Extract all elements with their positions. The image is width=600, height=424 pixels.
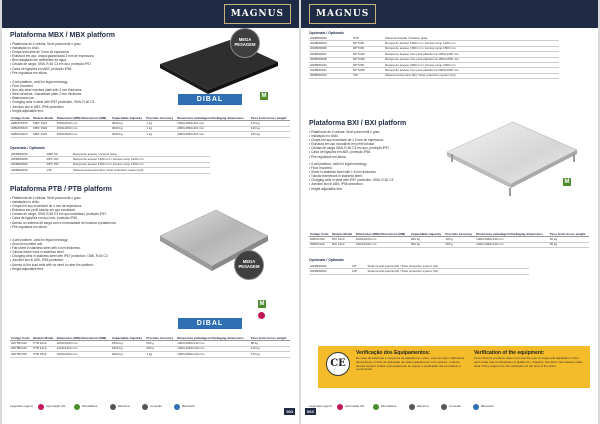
bullet: • Estrutura em aço, chapa galvanizada 2 mm de espessura.	[10, 54, 145, 58]
cell: 500 g	[145, 346, 176, 351]
col-header: Modelo Model	[331, 232, 355, 237]
bullet: • Washdown use.	[10, 96, 145, 100]
ce-mark-icon: CE	[326, 352, 350, 376]
bullet: • Células de carga: OIML R-60 C3 em aço, proteção IP67.	[10, 62, 145, 66]
cell: 1560x1560x140 mm	[176, 352, 250, 357]
legend-label: Legenda Legend	[309, 404, 332, 408]
cell: Rampa de acesso inox para plataforma 2000x2000 mm	[384, 68, 559, 73]
metrology-m-icon: M	[564, 179, 570, 185]
cell: 35 kg	[549, 237, 589, 242]
cell: 20DBM0094	[309, 41, 352, 46]
bullet: • Sheet in stainless steel with 1.5 mm thickness.	[309, 170, 439, 174]
cell: RTP	[352, 36, 384, 41]
cell: Placa de fixação / Fixation plate	[384, 36, 559, 41]
col-header: Peso bruto Gross weight	[250, 336, 290, 341]
single-phase-icon	[74, 404, 80, 410]
inox-icon	[258, 312, 265, 319]
cell: RPT-150	[46, 162, 72, 167]
ptb-bullets-en	[10, 238, 145, 271]
bullet: • Charging cells in steel with IP67 protection, OIML R-60 C3.	[10, 100, 145, 104]
top-bar	[301, 0, 598, 28]
cell: 1500 kg	[111, 341, 145, 346]
bullet: • Junction box in ABS, IP66 protection.	[309, 182, 439, 186]
col-header: Código Code	[309, 232, 331, 237]
legend-item: Bluetooth	[481, 404, 494, 408]
col-header: Código Code	[10, 336, 32, 341]
col-header: Dimensões (MM) Dimensions (MM)	[355, 232, 410, 237]
bullet: • Floor mounted.	[10, 84, 145, 88]
bullet: • Junction box in AISI, IP66 protection.	[10, 258, 145, 262]
cell: BXI 1010	[331, 237, 355, 242]
cell: 20PTB1010	[10, 341, 32, 346]
bullet: • Chapa em aço inoxidável de 4 mm de espessura.	[10, 204, 145, 208]
cell: BXI 1212	[331, 242, 355, 247]
bullet: • Plataforma de 4 células. Nível para medir o grau.	[309, 130, 439, 134]
table-row	[10, 132, 290, 137]
left-page	[2, 0, 299, 424]
cell: 1560x1560x110 mm	[176, 121, 250, 126]
col-header: Precisão Accuracy	[145, 116, 176, 121]
connection-icon	[142, 404, 148, 410]
cell: 3000 kg	[111, 126, 145, 131]
bullet: • Charging cells in stainless steel with IP67 protection, OIML R-60 C3.	[10, 254, 145, 258]
bxi-bullets-pt	[309, 130, 439, 159]
cell: 1 kg	[145, 121, 176, 126]
cell: RPT120I	[352, 52, 384, 57]
legend-item: Monofásica	[82, 404, 98, 408]
bullet: • Height adjustable feet.	[10, 109, 145, 113]
col-header: Dimensões (MM) Dimensions (MM)	[56, 116, 111, 121]
col-header: Peso bruto Gross weight	[250, 116, 290, 121]
cell: MBX 1520	[32, 126, 56, 131]
legend-label: Legenda Legend	[10, 404, 33, 408]
bullet: • Estrutura em perfil tubular em aço inoxidável.	[10, 208, 145, 212]
cell: 600 kg	[410, 242, 444, 247]
electric-icon	[110, 404, 116, 410]
single-phase-icon	[373, 404, 379, 410]
legend-item: Eléctrica	[417, 404, 429, 408]
cell: 1200x1200 mm	[355, 242, 410, 247]
bullet: • 4-cell platform, valid for legal metrology.	[10, 80, 145, 84]
metrology-m-icon: M	[259, 301, 265, 307]
cell: 2060x2060x110 mm	[176, 132, 250, 137]
cell: Rampa de acesso 1200 mm / Access ramp 1200 mm	[384, 41, 559, 46]
cell: Rampa de acesso 2000 mm / Access ramp 2000 mm	[384, 63, 559, 68]
cell: 1 kg	[145, 126, 176, 131]
cell: RMP-09	[46, 152, 72, 157]
bullet: • Height adjustable feet.	[309, 187, 439, 191]
cell: 1260x1260x140 mm	[475, 242, 549, 247]
cell: 20DBM0190	[309, 63, 352, 68]
bullet: • Instalação no chão.	[10, 200, 145, 204]
badge-line: MEGA	[238, 37, 252, 42]
cell: 3000 kg	[111, 132, 145, 137]
optionals-table	[309, 36, 559, 79]
col-header: Capacidade Capacity	[111, 336, 145, 341]
cell: 20DBM0092	[309, 264, 351, 269]
col-header: Precisão Accuracy	[444, 232, 475, 237]
legend-item: Aprovação CE	[345, 404, 365, 408]
ptb-bullets-pt	[10, 196, 145, 229]
bullet: • Tubular frame work in stainless steel.	[10, 250, 145, 254]
col-header: Peso bruto Gross weight	[549, 232, 589, 237]
electric-icon	[409, 404, 415, 410]
bullet: • Células de carga: OIML R-60 C3 em aço inoxidável, proteção IP67.	[10, 212, 145, 216]
cell: 20DBM0095	[10, 157, 46, 162]
cell: 20DBM0191	[309, 68, 352, 73]
badge-line: PESAGEM	[234, 41, 256, 47]
cell: 110 kg	[250, 346, 290, 351]
cell: 55 kg	[549, 242, 589, 247]
col-header: Precisão Accuracy	[145, 336, 176, 341]
bullet: • Ground mounted unit.	[10, 242, 145, 246]
cell: 1000x1000 mm	[355, 237, 410, 242]
cell: 1060x1060x140 mm	[475, 237, 549, 242]
legend-item: Monofásica	[381, 404, 397, 408]
connection-icon	[441, 404, 447, 410]
dibal-banner: DIBAL	[178, 318, 242, 329]
cell: 3000 kg	[111, 121, 145, 126]
cell: Sistema anti-poeira (kit) / Dust protection system (kit)	[367, 264, 529, 269]
cell: Sistema anti-poeira (kit) / Dust protection system (kit)	[367, 269, 529, 274]
bullet: • Chapa em aço inoxidável de 1,5 mm de espessura.	[309, 138, 439, 142]
badge-line: PESAGEM	[238, 263, 260, 269]
mbx-bullets-pt	[10, 42, 145, 75]
optionals-title: Opcionais / Optionals	[309, 31, 344, 35]
bullet: • Pés regulados em altura.	[10, 225, 145, 229]
bullet: • Caixa de ligações em ABS, proteção IP66.	[309, 150, 439, 154]
cell: 3000 kg	[111, 352, 145, 357]
cell: MBX 1515	[32, 121, 56, 126]
mbx-optionals-title: Opcionais / Optionals	[10, 146, 45, 150]
col-header: Capacidade Capacity	[111, 116, 145, 121]
cell: Rampa de acesso 1500 mm / Access ramp 1500 mm	[72, 162, 210, 167]
bullet: • Caixa de ligações em ABS, proteção IP66.	[10, 67, 145, 71]
ce-text-pt: No caso de balanças e conjuntos de plataforma + visor, uma vez que o fabricante desconhece o limite de aplicação de cada equipamento com certeza, o cliente deverá sempre indicar expressamente se requer a verificação CE ao realizar a encomenda.	[356, 356, 465, 372]
bullet: • Steel structure. Galvanised plate 2 mm thickness.	[10, 92, 145, 96]
cell: 20DBM0090	[10, 152, 46, 157]
bullet: • Plataforma de 4 células. Nível para medir o grau.	[10, 196, 145, 200]
ce-approval-icon	[337, 404, 343, 410]
legend-item: Bluetooth	[182, 404, 195, 408]
cell: Sistema anti-poeira (kit) / Dust protection system (kit)	[384, 73, 559, 78]
table-row	[309, 73, 559, 78]
bullet: • Tubular framework in stainless steel.	[309, 174, 439, 178]
cell: MBX 2020	[32, 132, 56, 137]
mbx-spec-table	[10, 116, 290, 138]
cell: 20BMX2020	[10, 132, 32, 137]
col-header: Dimensões embalagem Packaging dimensions	[176, 116, 250, 121]
cell: 20DBM0192	[10, 168, 46, 173]
table-row	[10, 168, 210, 173]
page-number: 003	[286, 409, 293, 414]
cell: 20BXI1010	[309, 237, 331, 242]
cell: 88 kg	[250, 341, 290, 346]
top-bar	[2, 0, 299, 28]
section-title-mbx: Plataforma MBX / MBX platform	[10, 32, 116, 39]
bullet: • Pés regulados em altura.	[10, 71, 145, 75]
mega-pesagem-badge	[230, 28, 260, 58]
cell: RPT150I	[352, 57, 384, 62]
ptb-spec-table	[10, 336, 290, 358]
bullet: • Células de carga OIML R-60 C3 em aço, proteção IP67.	[309, 146, 439, 150]
col-header: Dimensões embalagem Packaging dimensions	[475, 232, 549, 237]
cell: 20PTB1515	[10, 352, 32, 357]
cell: 1260x1260x140 mm	[176, 346, 250, 351]
cell: RPT200I	[352, 68, 384, 73]
table-row	[309, 242, 589, 247]
col-header: Modelo Model	[32, 116, 56, 121]
cell: 500 g	[145, 341, 176, 346]
cell: 20DBM0097	[309, 52, 352, 57]
bullet: • Floor mounted.	[309, 166, 439, 170]
cell: 1500 kg	[111, 346, 145, 351]
mbx-bullets-en	[10, 80, 145, 113]
cell: PTB 1010	[32, 341, 56, 346]
cell: RPT200	[352, 63, 384, 68]
bullet: • Junction box in ABS, IP66 protection.	[10, 105, 145, 109]
cell: 20DBM0096	[309, 46, 352, 51]
table-row	[309, 269, 529, 274]
cell: 170 kg	[250, 352, 290, 357]
cell: CIP	[352, 73, 384, 78]
cell: CIT	[351, 264, 367, 269]
bullet: • Pés regulados em altura.	[309, 155, 439, 159]
cell: 20DBM0093	[309, 269, 351, 274]
cell: PTB 1212	[32, 346, 56, 351]
cell: 20PTB1212	[10, 346, 32, 351]
cell: Sistema anti-poeira (kit) / Dust protection system (kit)	[72, 168, 210, 173]
col-header: Código Code	[10, 116, 32, 121]
legend-item: Conexão	[449, 404, 462, 408]
cell: RPT-100	[46, 157, 72, 162]
cell: 2060x1560x110 mm	[176, 126, 250, 131]
cell: Rampa de acesso 1200 mm / Access ramp 1200 mm	[72, 157, 210, 162]
cell: 200 g	[444, 242, 475, 247]
cell: RPT100	[352, 41, 384, 46]
ce-title-en: Verification of the equipment:	[474, 350, 545, 356]
cell: 20DBM0098	[309, 57, 352, 62]
cell: Rampa de acesso inox para plataforma 1200x1200 mm	[384, 52, 559, 57]
bullet: • Charging cells in steel with IP67 protection, OIML R-60 C3.	[309, 178, 439, 182]
section-title-bxi: Plataforma BXI / BXI platform	[309, 120, 407, 127]
cell: RPT150	[352, 46, 384, 51]
brand-logo: MAGNUS	[309, 4, 376, 24]
metrology-m-icon: M	[261, 93, 267, 99]
section-title-ptb: Plataforma PTB / PTB platform	[10, 186, 112, 193]
cell: 165 kg	[250, 132, 290, 137]
cell: 1500x1500 mm	[56, 352, 111, 357]
bullet: • Caixa de ligações em aço inox, proteção IP66.	[10, 216, 145, 220]
cell: 2000x2000 mm	[56, 132, 111, 137]
cell: 1200x1200 mm	[56, 346, 111, 351]
bullet: • Estrutura em aço inoxidável em perfil tubular.	[309, 142, 439, 146]
dibal-banner: DIBAL	[178, 94, 242, 105]
col-header: Modelo Model	[32, 336, 56, 341]
badge-line: MEGA	[242, 259, 256, 264]
bxi-spec-table	[309, 232, 589, 248]
bullet: • Instalação no chão.	[309, 134, 439, 138]
col-header: Capacidade Capacity	[410, 232, 444, 237]
cell: Rampa de acesso / Access ramp	[72, 152, 210, 157]
mbx-optionals-table	[10, 152, 210, 174]
bullet: • 4-cell platform, valid for legal metrology.	[309, 162, 439, 166]
bullet: • Access to the load cells with no need to raise the platform.	[10, 263, 145, 267]
col-header: Dimensões (MM) Dimensions (MM)	[56, 336, 111, 341]
mega-pesagem-badge	[234, 250, 264, 280]
bullet: • Non-slip steel checked plate with 3 mm thickness.	[10, 88, 145, 92]
cell: Rampa de acesso inox para plataforma 1500x1500 mm	[384, 57, 559, 62]
cell: 1 kg	[145, 132, 176, 137]
cell: 20BMX1515	[10, 121, 32, 126]
cell: CIP	[351, 269, 367, 274]
bullet: • Plataforma de 4 células. Nível para medir o grau.	[10, 42, 145, 46]
bxi-optionals-title: Opcionais / Optionals	[309, 258, 344, 262]
cell: 300 kg	[410, 237, 444, 242]
bluetooth-icon	[174, 404, 180, 410]
cell: 20BXI1212	[309, 242, 331, 247]
bullet: • Acesso ao sistema de carga com a necessidade de levantar a plataforma.	[10, 221, 145, 225]
brand-logo: MAGNUS	[224, 4, 291, 24]
ce-title-pt: Verificação dos Equipamentos:	[356, 350, 431, 356]
cell: 1000x1000 mm	[56, 341, 111, 346]
cell: PTB 1515	[32, 352, 56, 357]
cell: 1 kg	[145, 352, 176, 357]
bullet: • Chapa anti-lama de 3 mm de espessura	[10, 50, 145, 54]
cell: 130 kg	[250, 126, 290, 131]
col-header: Dimensões embalagem Packaging dimensions	[176, 336, 250, 341]
table-row	[10, 352, 290, 357]
cell: 1060x1060x140 mm	[176, 341, 250, 346]
bxi-bullets-en	[309, 162, 439, 191]
ce-approval-icon	[38, 404, 44, 410]
cell: 110 kg	[250, 121, 290, 126]
page-number: 004	[307, 409, 314, 414]
cell: 20DBM0192	[309, 73, 352, 78]
legend-item: Conexão	[150, 404, 163, 408]
bullet: • 4-cell platform, valid for legal metrology.	[10, 238, 145, 242]
bullet: • Bem adaptado em ambientes de água.	[10, 58, 145, 62]
ce-text-en: Given that the producer does not know the type of usage and application of the each scale and combinations of platforms + displays, the client must always make clear if they require the CE verification at the time of the order.	[474, 356, 583, 368]
bullet: • Instalação no chão.	[10, 46, 145, 50]
cell: 20DBM0096	[10, 162, 46, 167]
cell: 1500x1500 mm	[56, 121, 111, 126]
bxi-platform-image	[441, 108, 581, 208]
cell: 1500x2000 mm	[56, 126, 111, 131]
legend-item: Aprovação CE	[46, 404, 66, 408]
cell: CIP	[46, 168, 72, 173]
bluetooth-icon	[473, 404, 479, 410]
cell: 100 g	[444, 237, 475, 242]
cell: Rampa de acesso 1500 mm / Access ramp 1500 mm	[384, 46, 559, 51]
bullet: • Height adjustable feet.	[10, 267, 145, 271]
cell: 20BMX1520	[10, 126, 32, 131]
cell: 20DBM0090	[309, 36, 352, 41]
bxi-optionals-table	[309, 264, 529, 275]
legend-item: Eléctrica	[118, 404, 130, 408]
bullet: • Flat sheet in stainless steel with 4 mm thickness.	[10, 246, 145, 250]
